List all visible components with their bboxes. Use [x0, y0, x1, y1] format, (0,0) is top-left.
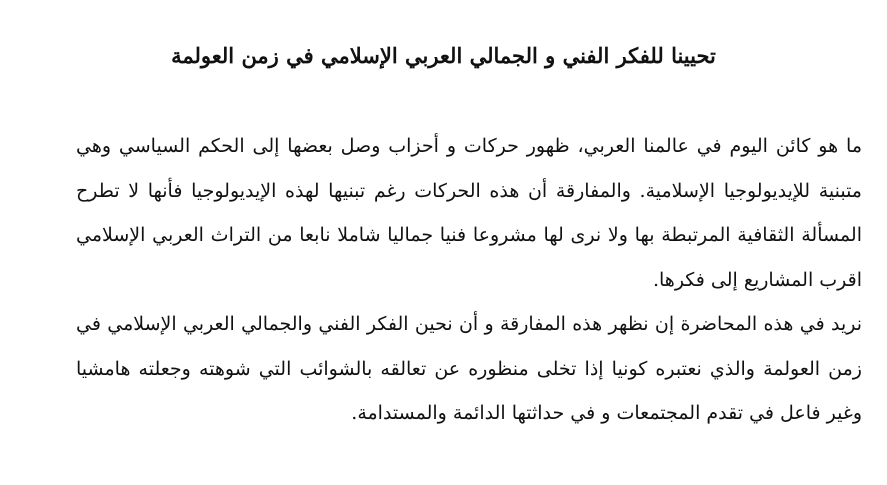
paragraph-2: نريد في هذه المحاضرة إن نظهر هذه المفارقة و أن نحين الفكر الفني والجمالي العربي الإسلامي في زمن العولمة والذي نعتبره كونيا إذا تخلى منظوره عن تعالقه بالشوائب التي شوهته وجعلته هامشيا وغير فاعل في تقدم المجتمعات و في حداثتها الدائمة والمستدامة.	[76, 313, 862, 424]
document-title: تحيينا للفكر الفني و الجمالي العربي الإسلامي في زمن العولمة	[171, 43, 716, 68]
paragraph-1: ما هو كائن اليوم في عالمنا العربي، ظهور حركات و أحزاب وصل بعضها إلى الحكم السياسي وهي متبنية للإيديولوجيا الإسلامية. والمفارقة أن هذه الحركات رغم تبنيها لهذه الإيديولوجيا فأنها لا تطرح المسألة الثقافية المرتبطة بها ولا نرى لها مشروعا فنيا جماليا شاملا نابعا من التراث العربي الإسلامي اقرب المشاريع إلى فكرها.	[76, 135, 862, 291]
document-body	[76, 124, 862, 436]
